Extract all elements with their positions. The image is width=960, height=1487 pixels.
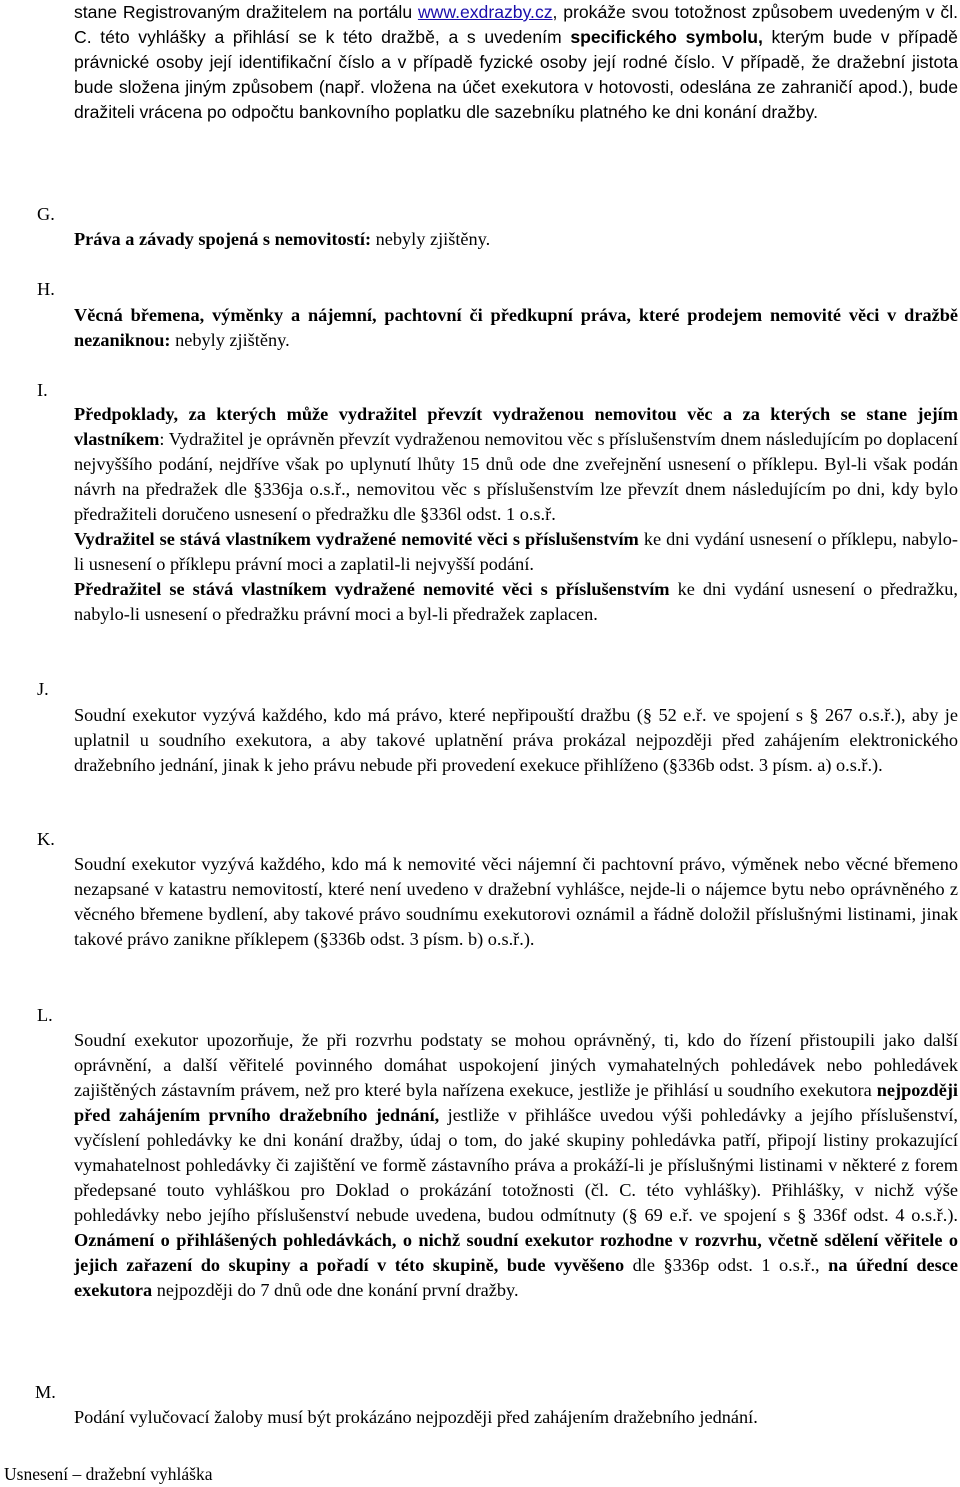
section-g-paragraph [74,227,958,252]
section-i-text-1: : Vydražitel je oprávněn převzít vydraženou nemovitou věc s příslušenstvím dnem následujícím po doplacení nejvyššího podání, nejdříve však po uplynutí lhůty 15 dnů ode dne zveřejnění usnesení o příklepu. Byl-li však podán návrh na předražek dle §336ja o.s.ř., nemovitou věc s příslušenstvím lze převzít dnem následujícím po dni, kdy bylo předražiteli doručeno usnesení o předražku dle §336l odst. 1 o.s.ř. [74,429,958,524]
section-g-text: nebyly zjištěny. [371,229,491,249]
intro-text-1: stane Registrovaným dražitelem na portálu [74,2,418,22]
section-i-bold-2: Vydražitel se stává vlastníkem vydražené nemovité věci s příslušenstvím [74,529,639,549]
section-i-paragraph-1 [74,402,958,527]
section-l-bold-1: nejpozději před zahájením prvního dražebního jednání, [74,1080,958,1125]
intro-text-2: , prokáže svou totožnost způsobem uvedeným v čl. C. této vyhlášky a přihlásí se k této dražbě, a s uvedením [74,2,958,47]
section-i-text-2: ke dni vydání usnesení o příklepu, nabylo-li usnesení o příklepu právní moci a zaplatil-li nejvyšší podání. [74,529,958,574]
section-i-text-3: ke dni vydání usnesení o předražku, nabylo-li usnesení o předražku právní moci a byl-li předražek zaplacen. [74,579,958,624]
section-l-bold-2: Oznámení o přihlášených pohledávkách, o nichž soudní exekutor rozhodne v rozvrhu, včetně sdělení věřitele o jejich zařazení do skupiny a pořadí v této skupině, bude vyvěšeno [74,1230,958,1275]
section-letter-m: M. [35,1382,56,1402]
section-g-heading: Práva a závady spojená s nemovitostí: [74,229,372,249]
section-i-paragraph-2 [74,527,958,577]
section-letter-g: G. [37,204,55,224]
page-footer: Usnesení – dražební vyhláška [4,1464,213,1484]
section-h-paragraph [74,303,958,353]
section-l-paragraph [74,1028,958,1303]
section-h-text: nebyly zjištěny. [170,330,290,350]
section-i-paragraph-3 [74,577,958,627]
section-l-text-1: Soudní exekutor upozorňuje, že při rozvrhu podstaty se mohou oprávněný, ti, kdo do řízení přistoupili jako další oprávnění, a další věřitelé povinného domáhat uspokojení jiných vymahatelných pohledávek nebo pohledávek zajištěných zástavním právem, než pro které byla nařízena exekuce, jestliže je přihlásí u soudního exekutora [74,1030,958,1100]
exdrazby-link[interactable]: www.exdrazby.cz [417,2,553,22]
section-h-heading: Věcná břemena, výměnky a nájemní, pachtovní či předkupní práva, které prodejem nemovité věci v dražbě nezaniknou: [74,305,958,350]
section-l-text-3: dle §336p odst. 1 o.s.ř., [624,1255,829,1275]
section-letter-i: I. [37,380,48,400]
section-letter-k: K. [37,829,55,849]
section-letter-j: J. [37,679,49,699]
section-letter-l: L. [37,1005,53,1025]
intro-paragraph [74,0,958,125]
section-l-text-2: jestliže v přihlášce uvedou výši pohledávky a jejího příslušenství, vyčíslení pohledávky ke dni konání dražby, údaj o tom, do jaké skupiny pohledávka patří, připojí listiny prokazující vymahatelnost pohledávky či zajištění ve formě zástavního práva a prokáží-li je příslušnými listinami v některé z forem předepsané touto vyhláškou pro Doklad o prokázání totožnosti (čl. C. této vyhlášky). Přihlášky, v nichž výše pohledávky nebo jejího příslušenství nebude uvedena, budou odmítnuty (§ 69 e.ř. ve spojení s § 336f odst. 4 o.s.ř.). [74,1105,958,1225]
intro-bold-symbol: specifického symbolu, [570,27,763,47]
section-j-paragraph: Soudní exekutor vyzývá každého, kdo má právo, které nepřipouští dražbu (§ 52 e.ř. ve spojení s § 267 o.s.ř.), aby je uplatnil u soudního exekutora, a aby takové uplatnění práva prokázal nejpozději před zahájením elektronického dražebního jednání, jinak k jeho právu nebude při provedení exekuce přihlíženo (§336b odst. 3 písm. a) o.s.ř.). [74,705,958,775]
section-i-content [74,402,958,627]
section-letter-h: H. [37,279,55,299]
section-k-paragraph: Soudní exekutor vyzývá každého, kdo má k nemovité věci nájemní či pachtovní právo, výměnek nebo věcné břemeno nezapsané v katastru nemovitostí, které není uvedeno v dražební vyhlášce, nejde-li o nájemce bytu nebo oprávněného z věcného břemene bydlení, aby takové právo soudnímu exekutorovi oznámil a řádně doložil příslušnými listinami, jinak takové právo zanikne příklepem (§336b odst. 3 písm. b) o.s.ř.). [74,854,958,949]
section-l-text-4: nejpozději do 7 dnů ode dne konání první dražby. [152,1280,519,1300]
section-i-heading: Předpoklady, za kterých může vydražitel převzít vydraženou nemovitou věc a za kterých se stane jejím vlastníkem [74,404,958,449]
intro-text-3: kterým bude v případě právnické osoby její identifikační číslo a v případě fyzické osoby její rodné číslo. V případě, že dražební jistota bude složena jiným způsobem (např. vložena na účet exekutora v hotovosti, odeslána ze zahraničí apod.), bude dražiteli vrácena po odpočtu bankovního poplatku dle sazebníku platného ke dni konání dražby. [74,27,958,122]
section-l-bold-3: na úřední desce exekutora [74,1255,958,1300]
section-m-paragraph: Podání vylučovací žaloby musí být prokázáno nejpozději před zahájením dražebního jednání. [74,1407,758,1427]
section-i-bold-3: Předražitel se stává vlastníkem vydražené nemovité věci s příslušenstvím [74,579,670,599]
